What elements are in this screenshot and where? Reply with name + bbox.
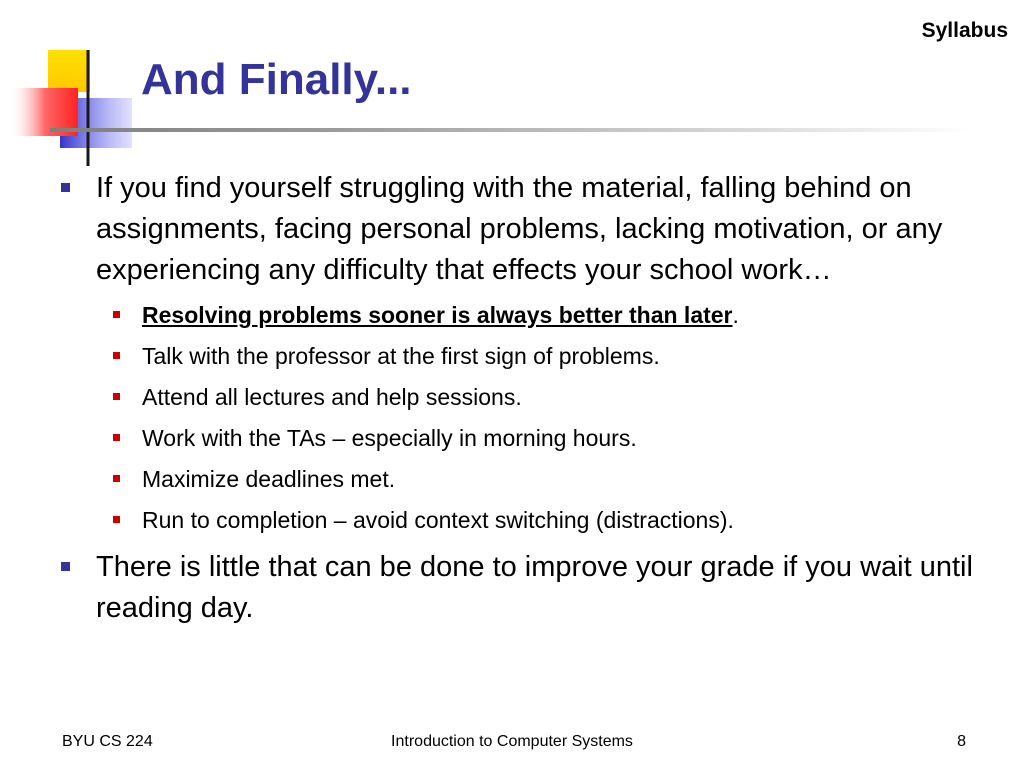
sub-bullet-text: Talk with the professor at the first sign of problems.	[142, 343, 660, 369]
square-bullet-icon	[113, 516, 120, 523]
sub-bullet-punctuation: .	[732, 302, 739, 328]
slide-title: And Finally...	[141, 55, 412, 104]
sub-bullet-deadlines	[58, 459, 978, 500]
sub-bullet-talk-professor	[58, 336, 978, 377]
square-bullet-icon	[113, 475, 120, 482]
sub-bullet-work-tas	[58, 418, 978, 459]
bullet-struggling	[58, 168, 978, 291]
square-bullet-icon	[113, 434, 120, 441]
deco-yellow-square	[48, 50, 90, 92]
sub-bullet-text: Maximize deadlines met.	[142, 466, 396, 492]
sub-bullet-text: Work with the TAs – especially in morning hours.	[142, 425, 637, 451]
bullet-text: There is little that can be done to improve your grade if you wait until reading day.	[96, 551, 973, 624]
bullet-text: If you find yourself struggling with the material, falling behind on assignments, facing personal problems, lacking motivation, or any experiencing any difficulty that effects your school work…	[96, 172, 943, 286]
square-bullet-icon	[61, 562, 70, 571]
square-bullet-icon	[113, 311, 120, 318]
sub-bullet-text: Run to completion – avoid context switching (distractions).	[142, 507, 734, 533]
sub-bullet-run-to-completion	[58, 500, 978, 541]
bullet-reading-day	[58, 547, 978, 629]
sub-bullet-text-emphasis: Resolving problems sooner is always better than later	[142, 302, 733, 328]
square-bullet-icon	[61, 183, 70, 192]
footer-course: BYU CS 224	[62, 733, 153, 750]
sub-bullet-text: Attend all lectures and help sessions.	[142, 384, 522, 410]
title-underline	[50, 128, 970, 132]
footer-course-title: Introduction to Computer Systems	[391, 733, 633, 750]
slide-body	[58, 168, 978, 631]
slide-number: 8	[957, 733, 966, 750]
square-bullet-icon	[113, 352, 120, 359]
square-bullet-icon	[113, 393, 120, 400]
sub-bullet-attend-lectures	[58, 377, 978, 418]
sub-bullet-resolve-early	[58, 295, 978, 336]
sub-bullet-list	[58, 295, 978, 541]
section-label: Syllabus	[921, 19, 1008, 42]
